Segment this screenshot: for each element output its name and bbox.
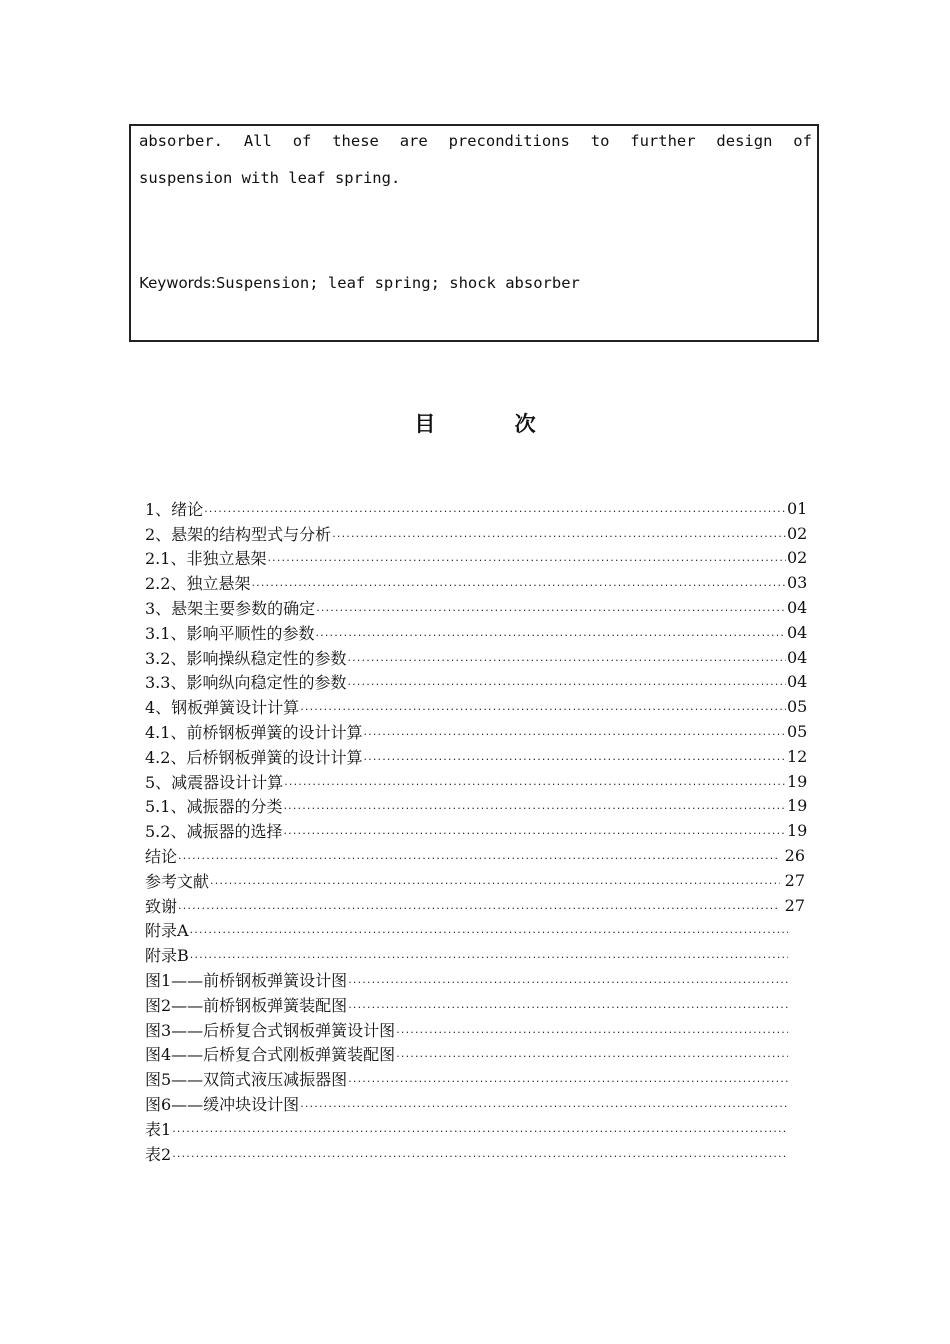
toc-title: 目 次 xyxy=(414,412,572,436)
toc-entry[interactable] xyxy=(145,645,807,670)
toc-entry[interactable] xyxy=(145,843,805,868)
word: of xyxy=(292,132,312,150)
toc-entry-label: 4.1、前桥钢板弹簧的设计计算 xyxy=(145,723,363,743)
leader-dots xyxy=(178,852,780,865)
toc-entry-label: 致谢 xyxy=(145,896,178,916)
word: are xyxy=(399,132,428,150)
leader-dots xyxy=(172,1125,788,1138)
toc-entry[interactable] xyxy=(145,521,807,546)
keywords-text: Suspension; leaf spring; shock absorber xyxy=(215,274,580,292)
keywords-label: Keywords: xyxy=(139,274,216,292)
leader-dots xyxy=(283,802,786,815)
toc-entry-label: 表1 xyxy=(145,1119,172,1139)
toc-entry-label: 3.1、影响平顺性的参数 xyxy=(145,623,315,643)
leader-dots xyxy=(283,827,786,840)
leader-dots xyxy=(363,753,786,766)
word: All xyxy=(243,132,272,150)
leader-dots xyxy=(267,554,786,567)
toc-entry[interactable] xyxy=(145,1042,789,1067)
toc-entry-label: 图4——后桥复合式刚板弹簧装配图 xyxy=(145,1045,396,1065)
keywords-line xyxy=(139,273,812,293)
table-of-contents xyxy=(145,496,807,1166)
toc-entry[interactable] xyxy=(145,719,807,744)
word: absorber. xyxy=(139,132,223,150)
toc-entry-page: 19 xyxy=(787,771,808,791)
toc-entry-page: 19 xyxy=(787,821,808,841)
toc-entry-label: 表2 xyxy=(145,1144,172,1164)
leader-dots xyxy=(204,505,786,518)
leader-dots xyxy=(347,654,786,667)
toc-entry[interactable] xyxy=(145,744,807,769)
leader-dots xyxy=(316,604,786,617)
toc-entry[interactable] xyxy=(145,967,789,992)
leader-dots xyxy=(284,778,786,791)
leader-dots xyxy=(300,703,786,716)
toc-entry-page: 04 xyxy=(787,598,808,618)
leader-dots xyxy=(315,629,786,642)
toc-entry-label: 3.3、影响纵向稳定性的参数 xyxy=(145,673,347,693)
toc-entry-label: 2.1、非独立悬架 xyxy=(145,549,267,569)
toc-entry-page: 01 xyxy=(787,498,808,518)
word: of xyxy=(793,132,812,150)
leader-dots xyxy=(347,678,786,691)
leader-dots xyxy=(348,1001,788,1014)
abstract-box xyxy=(129,124,819,342)
toc-entry-label: 3、悬架主要参数的确定 xyxy=(145,599,316,619)
leader-dots xyxy=(210,877,780,890)
toc-entry-page: 02 xyxy=(787,523,808,543)
toc-entry-page: 27 xyxy=(784,895,805,915)
toc-entry-page: 04 xyxy=(787,672,808,692)
word: to xyxy=(590,132,610,150)
toc-entry[interactable] xyxy=(145,670,807,695)
toc-entry[interactable] xyxy=(145,1141,789,1166)
leader-dots xyxy=(396,1026,788,1039)
toc-entry-page: 05 xyxy=(787,697,808,717)
toc-entry[interactable] xyxy=(145,570,807,595)
leader-dots xyxy=(396,1050,788,1063)
word: preconditions xyxy=(448,132,570,150)
toc-entry-page: 03 xyxy=(787,573,808,593)
toc-entry[interactable] xyxy=(145,942,789,967)
toc-entry[interactable] xyxy=(145,992,789,1017)
leader-dots xyxy=(348,1075,788,1088)
leader-dots xyxy=(300,1100,788,1113)
toc-entry-label: 3.2、影响操纵稳定性的参数 xyxy=(145,648,347,668)
word: design xyxy=(716,132,773,150)
toc-entry-label: 图1——前桥钢板弹簧设计图 xyxy=(145,971,348,991)
toc-entry-label: 图3——后桥复合式钢板弹簧设计图 xyxy=(145,1020,396,1040)
abstract-line-2: suspension with leaf spring. xyxy=(139,169,401,187)
word: further xyxy=(630,132,696,150)
toc-entry-label: 结论 xyxy=(145,847,178,867)
leader-dots xyxy=(190,926,788,939)
toc-entry[interactable] xyxy=(145,794,807,819)
toc-entry[interactable] xyxy=(145,918,789,943)
toc-entry-page: 04 xyxy=(787,647,808,667)
toc-entry[interactable] xyxy=(145,868,805,893)
toc-entry[interactable] xyxy=(145,546,807,571)
toc-entry-label: 2、悬架的结构型式与分析 xyxy=(145,524,332,544)
toc-entry-page: 05 xyxy=(787,722,808,742)
toc-entry-label: 图2——前桥钢板弹簧装配图 xyxy=(145,995,348,1015)
toc-entry-label: 图5——双筒式液压减振器图 xyxy=(145,1070,348,1090)
toc-entry[interactable] xyxy=(145,1017,789,1042)
leader-dots xyxy=(172,1150,788,1163)
toc-entry-page: 26 xyxy=(784,846,805,866)
toc-entry-label: 2.2、独立悬架 xyxy=(145,574,251,594)
toc-entry[interactable] xyxy=(145,496,807,521)
toc-entry[interactable] xyxy=(145,1066,789,1091)
leader-dots xyxy=(251,579,786,592)
toc-entry-page: 04 xyxy=(787,622,808,642)
toc-entry[interactable] xyxy=(145,769,807,794)
toc-entry-page: 19 xyxy=(787,796,808,816)
abstract-line-1 xyxy=(139,131,812,151)
toc-entry[interactable] xyxy=(145,893,805,918)
toc-entry[interactable] xyxy=(145,1091,789,1116)
toc-entry-page: 27 xyxy=(784,870,805,890)
leader-dots xyxy=(190,951,788,964)
toc-entry-page: 02 xyxy=(787,548,808,568)
toc-entry[interactable] xyxy=(145,620,807,645)
toc-entry-page: 12 xyxy=(787,746,808,766)
toc-entry[interactable] xyxy=(145,818,807,843)
toc-entry-label: 附录A xyxy=(145,921,189,941)
toc-entry-label: 附录B xyxy=(145,946,189,966)
leader-dots xyxy=(363,728,786,741)
toc-entry-label: 4.2、后桥钢板弹簧的设计计算 xyxy=(145,747,363,767)
leader-dots xyxy=(332,530,786,543)
toc-entry-label: 图6——缓冲块设计图 xyxy=(145,1095,300,1115)
toc-entry-label: 5.1、减振器的分类 xyxy=(145,797,283,817)
toc-entry-label: 5、减震器设计计算 xyxy=(145,772,284,792)
word: these xyxy=(332,132,379,150)
leader-dots xyxy=(178,902,780,915)
toc-entry-label: 1、绪论 xyxy=(145,499,204,519)
toc-entry-label: 4、钢板弹簧设计计算 xyxy=(145,698,300,718)
toc-entry[interactable] xyxy=(145,595,807,620)
toc-entry[interactable] xyxy=(145,1116,789,1141)
toc-entry-label: 5.2、减振器的选择 xyxy=(145,822,283,842)
leader-dots xyxy=(348,976,788,989)
toc-entry-label: 参考文献 xyxy=(145,871,210,891)
toc-entry[interactable] xyxy=(145,694,807,719)
